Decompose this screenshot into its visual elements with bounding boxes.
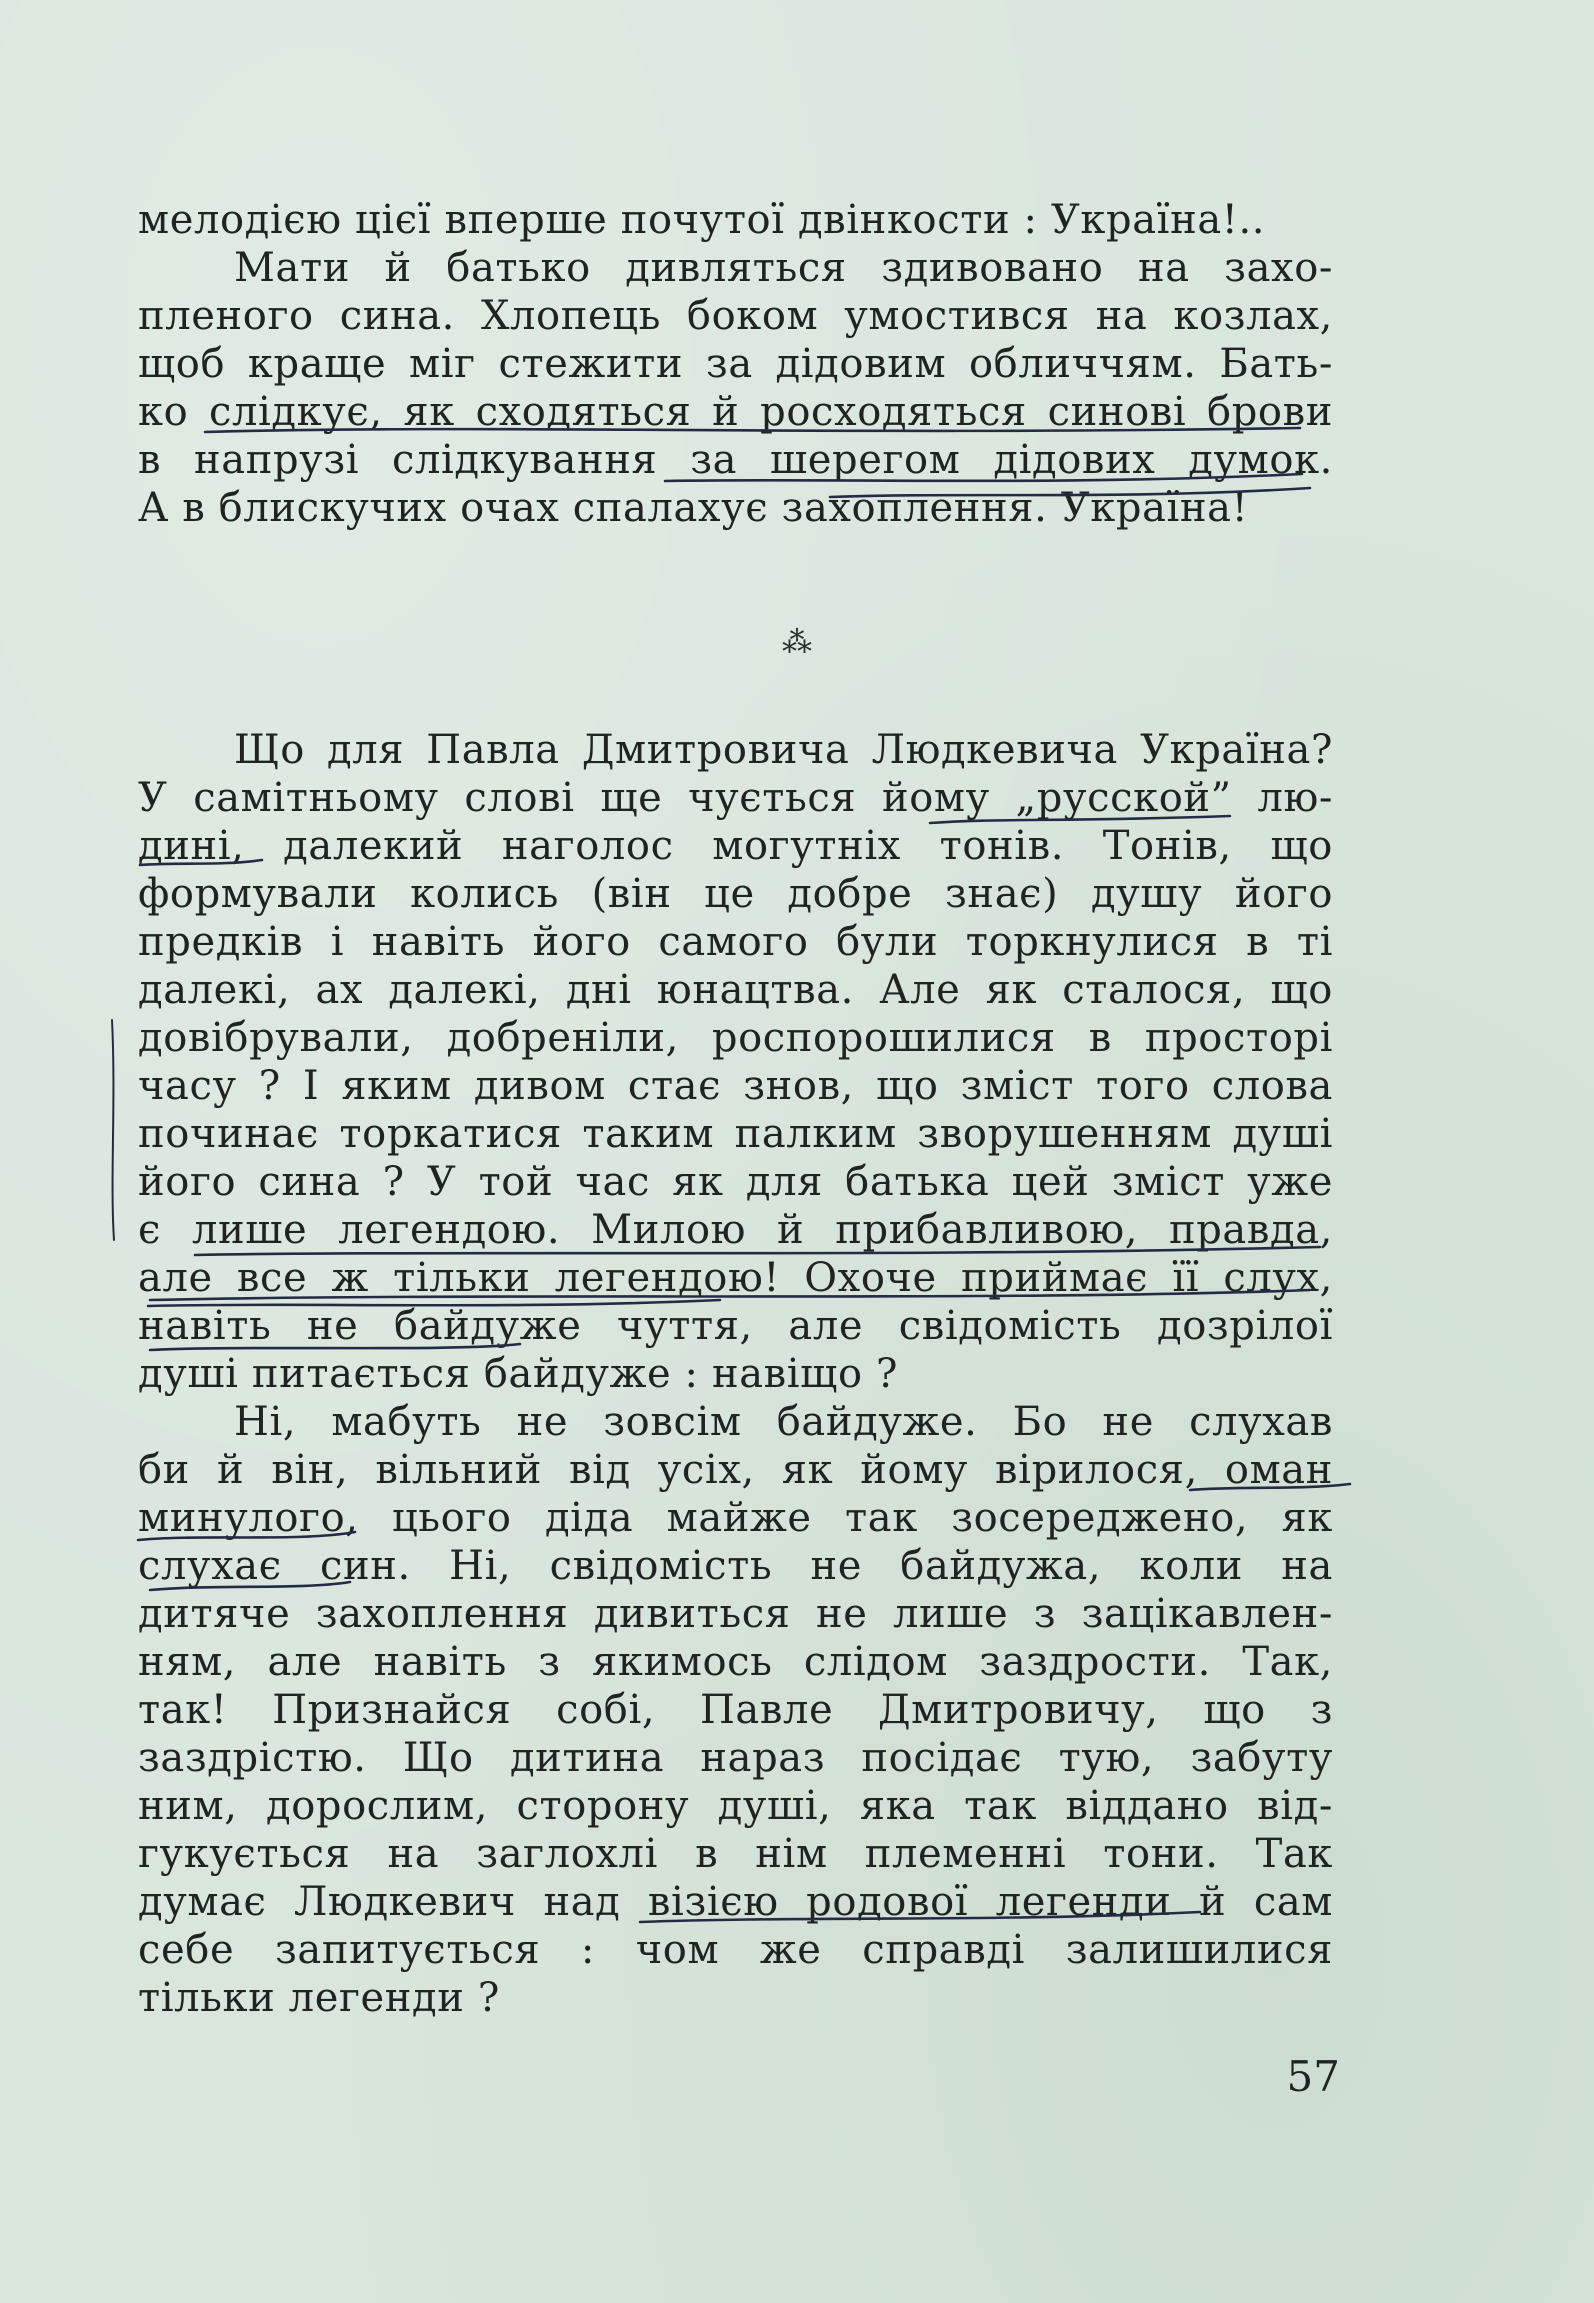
text-line: тільки легенди ? [138, 1975, 500, 2021]
pen-underline [138, 1532, 355, 1540]
text-line: формували колись (він це добре знає) душу його [138, 871, 1333, 917]
text-line: навіть не байдуже чуття, але свідомість дозрілої [138, 1303, 1333, 1349]
text-line: думає Людкевич над візією родової легенди й сам [138, 1879, 1333, 1925]
pen-underline [205, 428, 1300, 432]
text-line: ням, але навіть з якимось слідом заздрости. Так, [138, 1639, 1333, 1685]
text-line: дитяче захоплення дивиться не лише з зацікавлен- [138, 1591, 1333, 1637]
text-line: Мати й батько дивляться здивовано на захо- [234, 245, 1333, 291]
text-line: У самітньому слові ще чується йому „русской” лю- [138, 775, 1333, 821]
text-line: щоб краще міг стежити за дідовим обличчям. Бать- [138, 341, 1333, 387]
margin-mark [112, 1020, 114, 1240]
text-line: пленого сина. Хлопець боком умостився на козлах, [138, 293, 1333, 339]
pen-underline [930, 816, 1230, 823]
pen-underline [150, 1344, 520, 1350]
pen-underline [1190, 1484, 1350, 1490]
text-line: себе запитується : чом же справді залишилися [138, 1927, 1333, 1973]
pen-underline [148, 1300, 720, 1306]
pen-underline [195, 1247, 1320, 1255]
pen-underline [150, 1290, 1310, 1300]
text-line: ним, дорослим, сторону душі, яка так віддано від- [138, 1783, 1333, 1829]
text-line: душі питається байдуже : навіщо ? [138, 1351, 898, 1397]
pen-underline [640, 1912, 1200, 1922]
text-line: гукується на заглохлі в нім племенні тони. Так [138, 1831, 1333, 1877]
text-line: А в блискучих очах спалахує захоплення. Україна! [138, 485, 1249, 531]
text-line: предків і навіть його самого були торкнулися в ті [138, 919, 1333, 965]
pen-underline [140, 860, 262, 865]
text-line: Ні, мабуть не зовсім байдуже. Бо не слухав [234, 1399, 1333, 1445]
pen-underline [150, 1582, 350, 1590]
pen-underline [665, 474, 1302, 481]
text-line: довібрували, добреніли, роспорошилися в просторі [138, 1015, 1333, 1061]
section-separator: ⁂ [782, 625, 812, 660]
text-line: його сина ? У той час як для батька цей зміст уже [138, 1159, 1333, 1205]
text-line: би й він, вільний від усіх, як йому вірилося, оман [138, 1447, 1333, 1493]
text-line: так! Признайся собі, Павле Дмитровичу, що з [138, 1687, 1333, 1733]
text-line: слухає син. Ні, свідомість не байдужа, коли на [138, 1543, 1333, 1589]
text-line: мелодією цієї вперше почутої двінкости : Україна!.. [138, 197, 1266, 243]
text-line: починає торкатися таким палким зворушенням душі [138, 1111, 1333, 1157]
text-line: дині, далекий наголос могутніх тонів. Тонів, що [138, 823, 1333, 869]
text-line: ко слідкує, як сходяться й росходяться синові брови [138, 389, 1333, 435]
pen-underline [830, 488, 1310, 497]
text-line: часу ? І яким дивом стає знов, що зміст того слова [138, 1063, 1333, 1109]
text-line: заздрістю. Що дитина нараз посідає тую, забуту [138, 1735, 1333, 1781]
text-line: але все ж тільки легендою! Охоче приймає її слух, [138, 1255, 1333, 1301]
text-line: є лише легендою. Милою й прибавливою, правда, [138, 1207, 1333, 1253]
page-number: 57 [1286, 2052, 1340, 2101]
text-line: Що для Павла Дмитровича Людкевича Україна? [234, 727, 1333, 773]
text-line: далекі, ах далекі, дні юнацтва. Але як сталося, що [138, 967, 1333, 1013]
text-line: минулого, цього діда майже так зосереджено, як [138, 1495, 1333, 1541]
text-line: в напрузі слідкування за шерегом дідових думок. [138, 437, 1333, 483]
